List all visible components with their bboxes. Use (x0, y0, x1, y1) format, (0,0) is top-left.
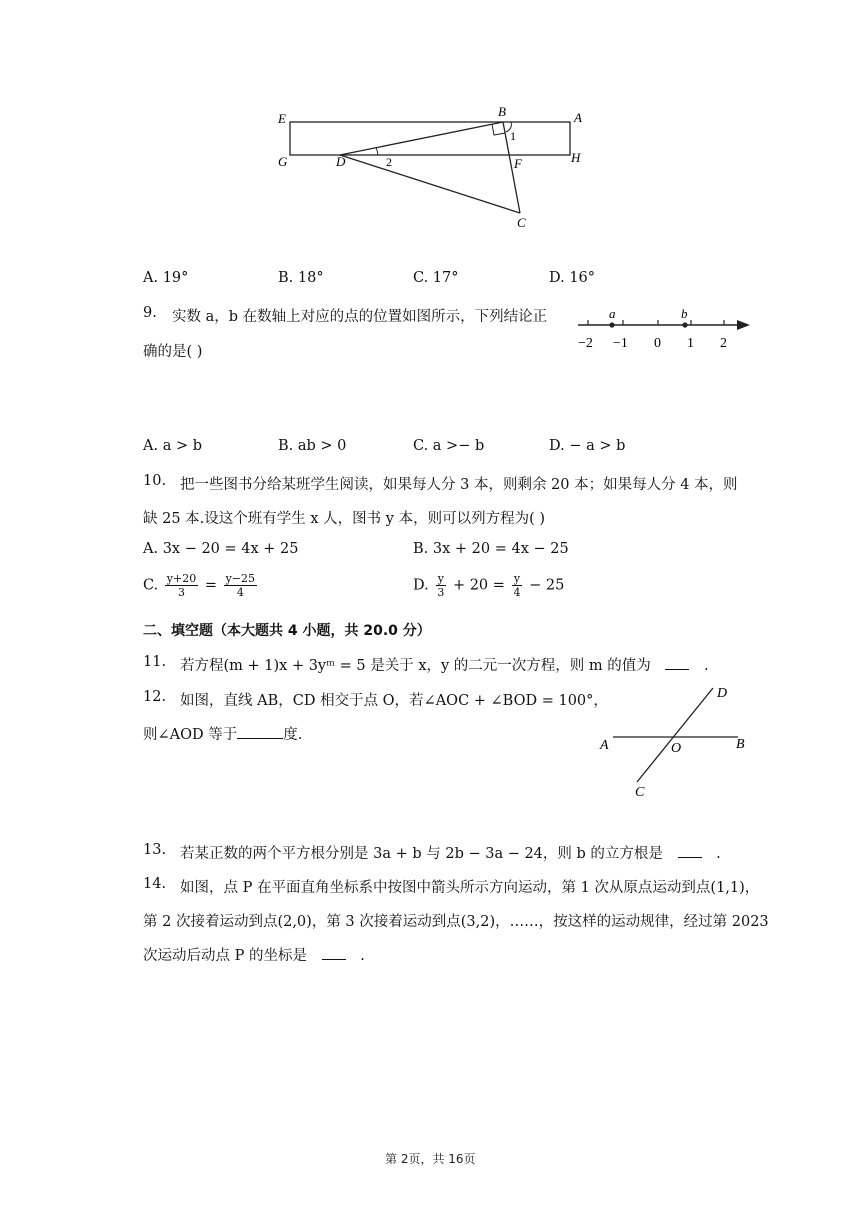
q14-number: 14. (143, 876, 167, 892)
q10-option-b: B. 3x + 20 = 4x − 25 (413, 541, 569, 557)
q14-line3-body: 次运动后动点 P 的坐标是 (143, 948, 307, 964)
fraction-c-2 (224, 572, 257, 599)
q12-text-line2 (143, 723, 302, 744)
point-a-label: a (609, 306, 616, 321)
fraction-denominator: 3 (178, 586, 186, 599)
q14-text-line2: 第 2 次接着运动到点(2,0)，第 3 次接着运动到点(3,2)，……，按这样的运动规律，经过第 2023 (143, 914, 769, 930)
q13-text (180, 842, 721, 863)
label-o: O (671, 741, 682, 756)
q12-text-line1: 如图，直线 AB，CD 相交于点 O，若∠AOC + ∠BOD = 100°， (180, 693, 608, 709)
q12-line2-start: 则∠AOD 等于 (143, 727, 238, 743)
q9-option-a: A. a > b (143, 438, 202, 454)
fraction-numerator: y+20 (166, 572, 197, 585)
q11-body: 若方程(m + 1)x + 3yᵐ = 5 是关于 x，y 的二元一次方程，则 m 的值为 (180, 658, 651, 674)
label-d: D (336, 154, 346, 169)
q12-line2-end: 度. (283, 727, 303, 743)
option-d-middle: + 20 = (452, 577, 505, 594)
fraction-numerator: y (437, 572, 444, 585)
q8-option-c: C. 17° (413, 270, 459, 286)
q13-number: 13. (143, 842, 167, 858)
page-footer: 第 2页，共 16页 (385, 1152, 476, 1166)
fraction-d-1 (435, 572, 446, 599)
label-b: B (498, 104, 506, 119)
q11-number: 11. (143, 654, 167, 670)
q10-option-a: A. 3x − 20 = 4x + 25 (143, 541, 299, 557)
fraction-d-2 (512, 572, 523, 599)
section-heading: 二、填空题（本大题共 4 小题，共 20.0 分） (143, 623, 431, 639)
q12-number: 12. (143, 689, 167, 705)
option-d-tail: − 25 (529, 577, 565, 594)
q9-text-line1: 实数 a，b 在数轴上对应的点的位置如图所示，下列结论正 (172, 309, 548, 325)
q10-option-c (143, 572, 259, 599)
q10-text-line1: 把一些图书分给某班学生阅读，如果每人分 3 本，则剩余 20 本；如果每人分 4 本，则 (180, 477, 738, 493)
angle-2-arc (376, 147, 378, 155)
label-c: C (635, 785, 645, 800)
equals-sign: = (204, 577, 217, 594)
fraction-numerator: y−25 (225, 572, 256, 585)
label-f: F (514, 156, 522, 171)
label-a: A (574, 110, 582, 125)
label-angle-2: 2 (386, 155, 392, 169)
label-b: B (736, 737, 745, 752)
fraction-denominator: 3 (437, 586, 445, 599)
q14-text-line1: 如图，点 P 在平面直角坐标系中按图中箭头所示方向运动，第 1 次从原点运动到点(1,1)， (180, 880, 760, 896)
tick-label-minus1: −1 (613, 336, 628, 351)
arrow-icon (737, 320, 750, 330)
q8-option-b: B. 18° (278, 270, 324, 286)
answer-blank[interactable] (322, 945, 346, 960)
q14-text-line3 (143, 944, 365, 965)
q9-option-b: B. ab > 0 (278, 438, 347, 454)
fraction-denominator: 4 (236, 586, 244, 599)
fraction-c-1 (165, 572, 198, 599)
tick-label-2: 2 (720, 336, 727, 351)
point-b-label: b (681, 306, 688, 321)
fraction-numerator: y (513, 572, 521, 585)
label-e: E (278, 111, 286, 126)
answer-blank[interactable] (678, 843, 702, 858)
fraction-denominator: 4 (513, 586, 521, 599)
option-c-prefix: C. (143, 577, 159, 594)
label-h: H (571, 150, 581, 165)
line-dc (340, 155, 520, 213)
q13-period: . (716, 846, 721, 862)
label-c: C (517, 215, 526, 230)
q12-figure (595, 682, 760, 802)
rectangle-strip (290, 122, 570, 155)
q9-option-d: D. − a > b (549, 438, 626, 454)
label-d: D (717, 686, 728, 701)
q9-number-line (572, 305, 757, 355)
line-db (340, 122, 503, 155)
line-cd (637, 688, 713, 782)
label-g: G (278, 154, 288, 169)
q11-period: . (704, 658, 709, 674)
answer-blank[interactable] (665, 655, 689, 670)
q8-figure (270, 100, 600, 235)
q8-option-d: D. 16° (549, 270, 596, 286)
tick-label-0: 0 (654, 336, 661, 351)
label-angle-1: 1 (510, 129, 516, 143)
q9-text-line2: 确的是( ) (143, 344, 203, 360)
q10-number: 10. (143, 473, 167, 489)
q10-text-line2: 缺 25 本.设这个班有学生 x 人，图书 y 本，则可以列方程为( ) (143, 511, 546, 527)
point-b-dot (682, 322, 687, 327)
option-d-prefix: D. (413, 577, 429, 594)
q8-option-a: A. 19° (143, 270, 189, 286)
tick-label-1: 1 (687, 336, 694, 351)
q13-body: 若某正数的两个平方根分别是 3a + b 与 2b − 3a − 24，则 b 的立方根是 (180, 846, 663, 862)
q9-option-c: C. a >− b (413, 438, 485, 454)
label-a: A (600, 738, 609, 753)
q10-option-d (413, 572, 564, 599)
q14-period: . (360, 948, 365, 964)
point-a-dot (609, 322, 614, 327)
q11-text (180, 654, 709, 675)
answer-blank[interactable] (237, 724, 283, 739)
q9-number: 9. (143, 305, 157, 321)
tick-label-minus2: −2 (578, 336, 593, 351)
